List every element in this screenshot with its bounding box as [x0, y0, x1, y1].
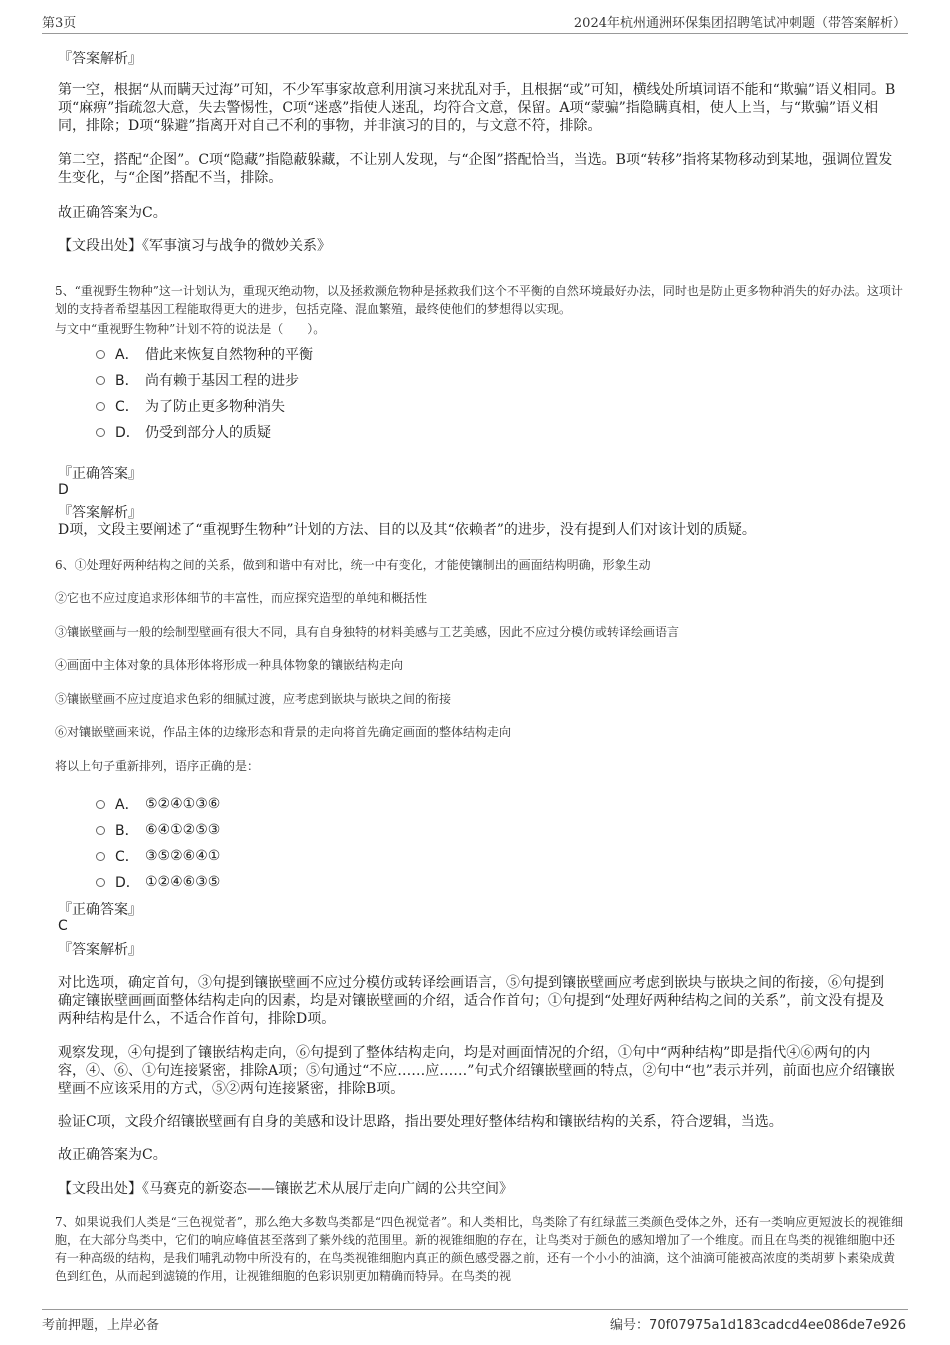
question-prompt: 与文中“重视野生物种”计划不符的说法是（ ）。: [55, 322, 326, 336]
analysis-label: 『答案解析』: [58, 942, 142, 958]
option-d[interactable]: [96, 422, 271, 442]
correct-answer-label: 『正确答案』: [58, 902, 142, 918]
sentence-5: ⑤镶嵌壁画不应过度追求色彩的细腻过渡，应考虑到嵌块与嵌块之间的衔接: [55, 692, 452, 706]
analysis-label: 『答案解析』: [58, 51, 142, 67]
analysis-conclusion: 故正确答案为C。: [58, 1147, 167, 1163]
analysis-paragraph: 第一空，根据“从而瞒天过海”可知，不少军事家故意利用演习来扰乱对手，且根据“或”可知，横线处所填词语不能和“欺骗”语义相同。B项“麻痹”指疏忽大意，失去警惕性，C项“迷惑”指使人迷乱，均符合文意，保留。A项“蒙骗”指隐瞒真相，使人上当，与“欺骗”语义相同，排除；D项“躲避”指离开对自己不利的事物，并非演习的目的，与文意不符，排除。: [58, 82, 896, 134]
option-text: 借此来恢复自然物种的平衡: [145, 347, 313, 363]
sentence-3: ③镶嵌壁画与一般的绘制型壁画有很大不同，具有自身独特的材料美感与工艺美感，因此不应过分模仿或转译绘画语言: [55, 625, 680, 639]
correct-answer: C: [58, 918, 68, 934]
radio-icon[interactable]: [96, 878, 105, 887]
option-text: 为了防止更多物种消失: [145, 399, 285, 415]
source-reference: 【文段出处】《军事演习与战争的微妙关系》: [58, 238, 331, 254]
option-text: ③⑤②⑥④①: [145, 848, 221, 864]
option-a[interactable]: [96, 344, 313, 364]
page-number: 第3页: [42, 16, 77, 31]
radio-icon[interactable]: [96, 800, 105, 809]
option-text: ①②④⑥③⑤: [145, 874, 221, 890]
option-text: 尚有赖于基因工程的进步: [145, 373, 299, 389]
sentence-6: ⑥对镶嵌壁画来说，作品主体的边缘形态和背景的走向将首先确定画面的整体结构走向: [55, 725, 512, 739]
sentence-4: ④画面中主体对象的具体形体将形成一种具体物象的镶嵌结构走向: [55, 658, 404, 672]
option-text: ⑥④①②⑤③: [145, 822, 221, 838]
analysis-paragraph: 第二空，搭配“企图”。C项“隐藏”指隐蔽躲藏，不让别人发现，与“企图”搭配恰当，当选。B项“转移”指将某物移动到某地，强调位置发生变化，与“企图”搭配不当，排除。: [58, 152, 893, 186]
radio-icon[interactable]: [96, 428, 105, 437]
document-id: [610, 1314, 906, 1333]
footer-slogan: 考前押题，上岸必备: [42, 1318, 160, 1333]
analysis-paragraph: 验证C项，文段介绍镶嵌壁画有自身的美感和设计思路，指出要处理好整体结构和镶嵌结构的关系，符合逻辑，当选。: [58, 1114, 783, 1130]
radio-icon[interactable]: [96, 376, 105, 385]
correct-answer-label: 『正确答案』: [58, 466, 142, 482]
option-letter: D．: [115, 425, 140, 441]
option-text: 仍受到部分人的质疑: [145, 425, 271, 441]
question-stem: 7、如果说我们人类是“三色视觉者”，那么绝大多数鸟类都是“四色视觉者”。和人类相比，鸟类除了有红绿蓝三类颜色受体之外，还有一类响应更短波长的视锥细胞，在大部分鸟类中，它们的响应峰值甚至落到了紫外线的范围里。新的视锥细胞的存在，让鸟类对于颜色的感知增加了一个维度。而且在鸟类的视锥细胞中还有一种高级的结构，是我们哺乳动物中所没有的，在鸟类视锥细胞内真正的颜色感受器之前，还有一个小小的油滴，这个油滴可能被高浓度的类胡萝卜素染成黄色到红色，从而起到滤镜的作用，让视锥细胞的色彩识别更加精确而特异。在鸟类的视: [55, 1215, 904, 1283]
footer-divider: [42, 1309, 908, 1310]
analysis-conclusion: 故正确答案为C。: [58, 205, 167, 221]
radio-icon[interactable]: [96, 350, 105, 359]
option-letter: C．: [115, 849, 139, 865]
option-d[interactable]: [96, 872, 220, 892]
option-a[interactable]: [96, 794, 220, 814]
question-stem: 5、“重视野生物种”这一计划认为，重现灭绝动物，以及拯救濒危物种是拯救我们这个不平衡的自然环境最好办法，同时也是防止更多物种消失的好办法。这项计划的支持者希望基因工程能取得更大的进步，包括克隆、混血繁殖，最终使他们的梦想得以实现。: [55, 284, 903, 316]
option-c[interactable]: [96, 846, 220, 866]
sentence-2: ②它也不应过度追求形体细节的丰富性，而应探究造型的单纯和概括性: [55, 591, 428, 605]
correct-answer: D: [58, 482, 69, 498]
radio-icon[interactable]: [96, 852, 105, 861]
document-title: 2024年杭州通洲环保集团招聘笔试冲刺题（带答案解析）: [573, 16, 906, 31]
option-letter: A．: [115, 347, 139, 363]
radio-icon[interactable]: [96, 402, 105, 411]
option-letter: D．: [115, 875, 140, 891]
analysis-paragraph: D项，文段主要阐述了“重视野生物种”计划的方法、目的以及其“依赖者”的进步，没有提到人们对该计划的质疑。: [58, 522, 756, 538]
document-id-code: 70f07975a1d183cadcd4ee086de7e926: [649, 1318, 906, 1333]
analysis-paragraph: 观察发现，④句提到了镶嵌结构走向，⑥句提到了整体结构走向，均是对画面情况的介绍，①句中“两种结构”即是指代④⑥两句的内容，④、⑥、①句连接紧密，排除A项；⑤句通过“不应……应……”句式介绍镶嵌壁画的特点，②句中“也”表示并列，前面也应介绍镶嵌壁画不应该采用的方式，⑤②两句连接紧密，排除B项。: [58, 1045, 895, 1097]
analysis-label: 『答案解析』: [58, 505, 142, 521]
analysis-paragraph: 对比选项，确定首句，③句提到镶嵌壁画不应过分模仿或转译绘画语言，⑤句提到镶嵌壁画应考虑到嵌块与嵌块之间的衔接，⑥句提到确定镶嵌壁画画面整体结构走向的因素，均是对镶嵌壁画的介绍，适合作首句；①句提到“处理好两种结构之间的关系”，前文没有提及两种结构是什么，不适合作首句，排除D项。: [58, 975, 885, 1027]
option-letter: B．: [115, 823, 139, 839]
option-letter: C．: [115, 399, 139, 415]
option-b[interactable]: [96, 820, 220, 840]
option-b[interactable]: [96, 370, 299, 390]
document-id-label: 编号：: [610, 1318, 650, 1333]
header-divider: [42, 33, 908, 34]
sentence-1: 6、①处理好两种结构之间的关系，做到和谐中有对比，统一中有变化，才能使镶制出的画面结构明确，形象生动: [55, 558, 651, 572]
question-prompt: 将以上句子重新排列，语序正确的是：: [55, 759, 260, 773]
source-reference: 【文段出处】《马赛克的新姿态——镶嵌艺术从展厅走向广阔的公共空间》: [58, 1181, 513, 1197]
option-text: ⑤②④①③⑥: [145, 796, 221, 812]
option-letter: A．: [115, 797, 139, 813]
option-c[interactable]: [96, 396, 285, 416]
option-letter: B．: [115, 373, 139, 389]
radio-icon[interactable]: [96, 826, 105, 835]
